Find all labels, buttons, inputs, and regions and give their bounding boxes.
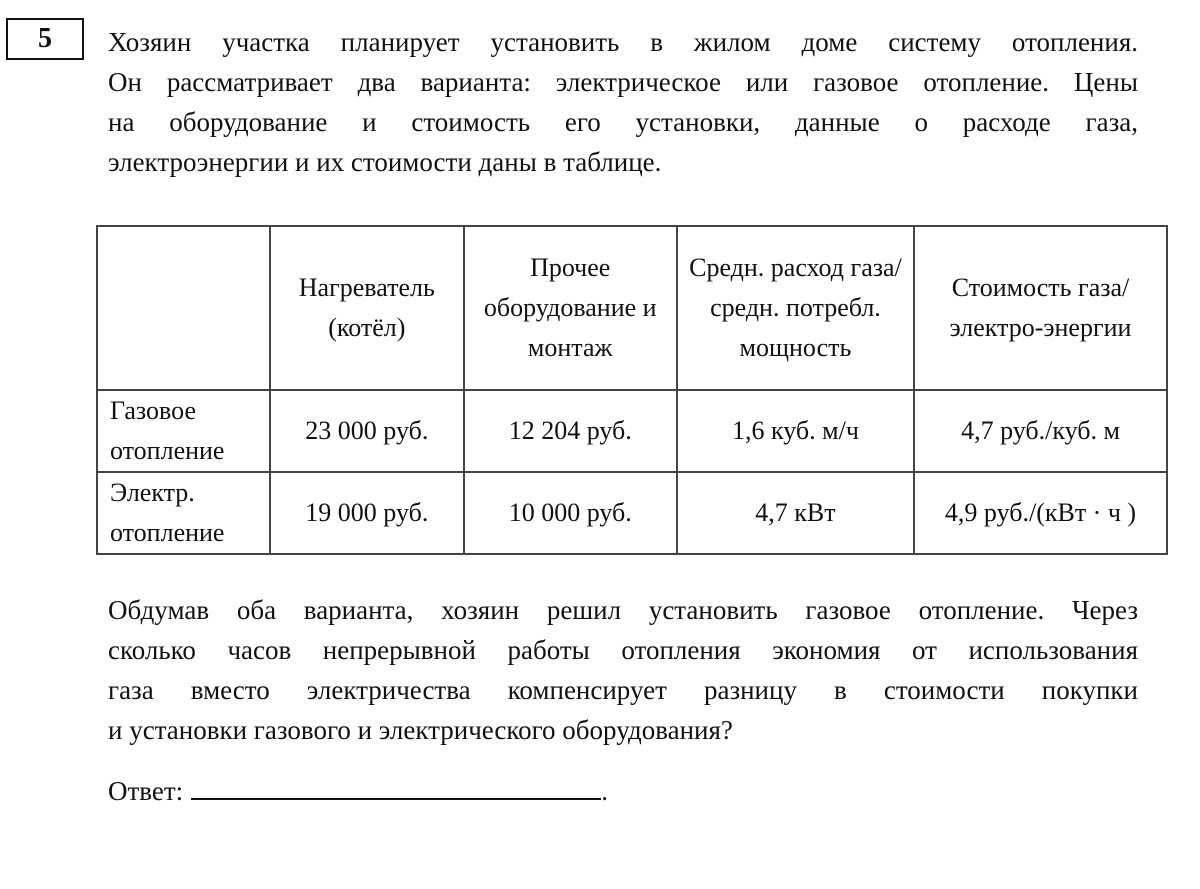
header-consumption: Средн. расход газа/ средн. потребл. мощность	[677, 226, 914, 390]
task-question	[108, 590, 1138, 750]
cell-gas-cost: 4,7 руб./куб. м	[914, 390, 1167, 472]
task-intro	[108, 22, 1138, 182]
cell-electric-cost: 4,9 руб./(кВт · ч )	[914, 472, 1167, 554]
table-header-row	[97, 226, 1167, 390]
question-line: газа вместо электричества компенсирует разницу в стоимости покупки	[108, 675, 1138, 705]
intro-line: Он рассматривает два варианта: электрическое или газовое отопление. Цены	[108, 67, 1138, 97]
answer-blank[interactable]	[191, 770, 601, 800]
cell-electric-heater: 19 000 руб.	[270, 472, 463, 554]
header-empty	[97, 226, 270, 390]
intro-line: Хозяин участка планирует установить в жилом доме систему отопления.	[108, 27, 1138, 57]
question-line: Обдумав оба варианта, хозяин решил установить газовое отопление. Через	[108, 595, 1138, 625]
intro-line: на оборудование и стоимость его установки, данные о расходе газа,	[108, 107, 1138, 137]
cell-gas-consumption: 1,6 куб. м/ч	[677, 390, 914, 472]
question-line: и установки газового и электрического оборудования?	[108, 715, 733, 745]
cell-gas-heater: 23 000 руб.	[270, 390, 463, 472]
row-label-gas: Газовое отопление	[97, 390, 270, 472]
heating-options-table	[96, 225, 1168, 555]
cell-gas-other: 12 204 руб.	[464, 390, 677, 472]
task-number-box	[6, 18, 84, 60]
header-heater: Нагреватель (котёл)	[270, 226, 463, 390]
header-other-equipment: Прочее оборудование и монтаж	[464, 226, 677, 390]
answer-label: Ответ:	[108, 776, 184, 806]
table-row	[97, 472, 1167, 554]
row-label-electric: Электр. отопление	[97, 472, 270, 554]
header-energy-cost: Стоимость газа/электро-энергии	[914, 226, 1167, 390]
table-row	[97, 390, 1167, 472]
cell-electric-other: 10 000 руб.	[464, 472, 677, 554]
answer-row	[108, 770, 608, 811]
answer-end: .	[601, 776, 608, 806]
cell-electric-consumption: 4,7 кВт	[677, 472, 914, 554]
question-line: сколько часов непрерывной работы отопления экономия от использования	[108, 635, 1138, 665]
intro-line: электроэнергии и их стоимости даны в таблице.	[108, 147, 662, 177]
task-number: 5	[38, 23, 52, 54]
